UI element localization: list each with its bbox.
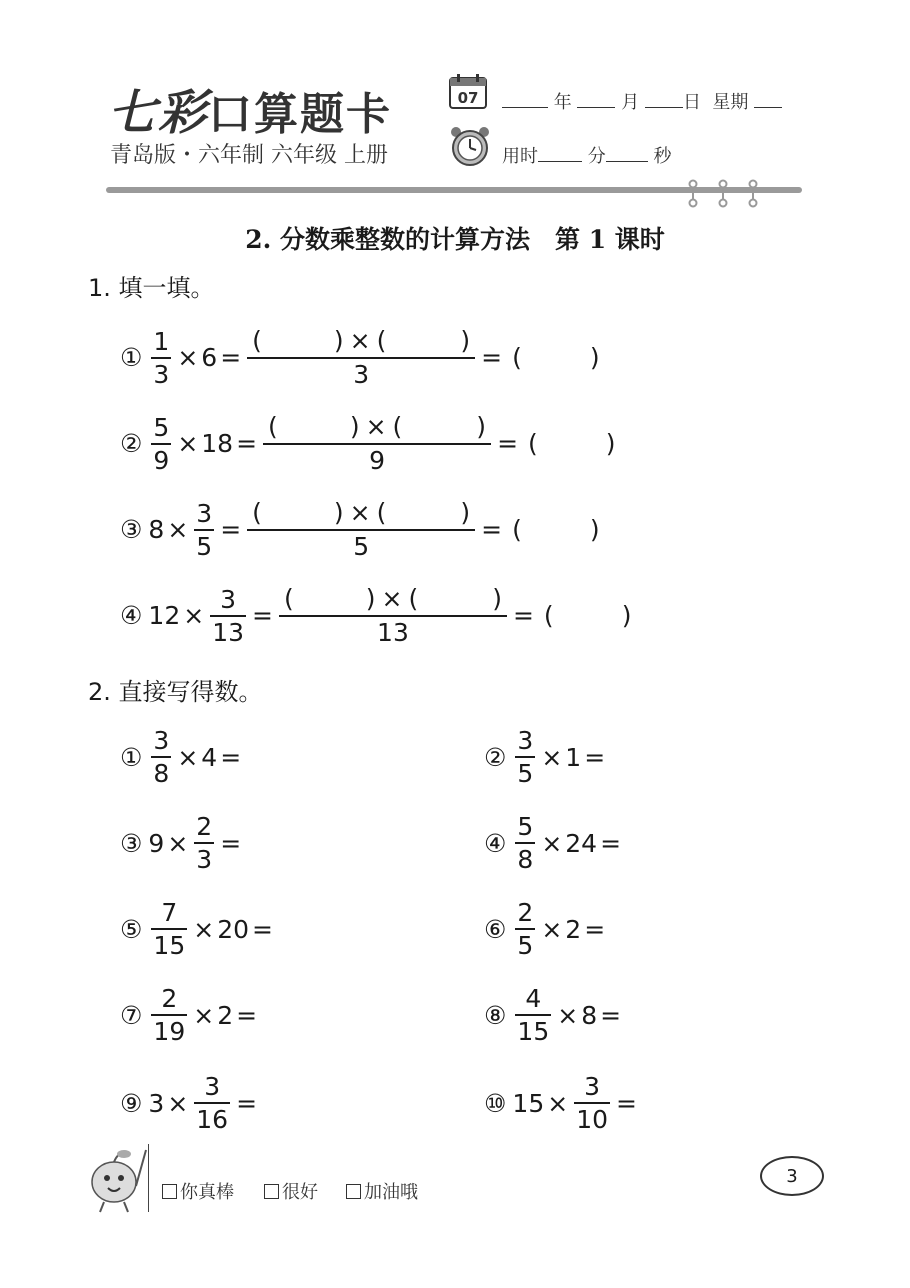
final-answer-blank[interactable] xyxy=(541,601,635,630)
weekday-blank[interactable] xyxy=(754,91,782,108)
edition-subtitle: 青岛版・六年制 六年级 上册 xyxy=(110,143,388,168)
blank-numerator xyxy=(279,586,507,615)
whole-number: 1 xyxy=(565,742,582,772)
right-paren: ) xyxy=(589,515,600,544)
fraction-denominator: 13 xyxy=(279,615,507,645)
fraction xyxy=(151,986,187,1044)
fraction xyxy=(194,498,214,561)
rating-option-great[interactable] xyxy=(162,1178,234,1204)
rating-label: 你真棒 xyxy=(180,1182,234,1203)
fraction-denominator: 3 xyxy=(194,842,214,872)
fraction-denominator: 5 xyxy=(194,529,214,559)
times-sign: × xyxy=(193,914,215,944)
item-number: ③ xyxy=(120,515,143,544)
fraction xyxy=(210,584,246,647)
times-sign: × xyxy=(557,1000,579,1030)
fraction-numerator: 1 xyxy=(153,326,170,356)
right-paren: ) xyxy=(333,326,344,355)
equals-sign: = xyxy=(481,515,503,544)
times-sign: × xyxy=(167,828,189,858)
checkbox-icon[interactable] xyxy=(346,1184,361,1199)
binder-ring-icon xyxy=(712,178,734,208)
mental-math-item xyxy=(484,814,624,872)
whole-number: 15 xyxy=(512,1088,545,1118)
left-paren: ( xyxy=(512,343,522,372)
whole-number: 9 xyxy=(148,828,165,858)
mental-math-item xyxy=(484,1074,640,1132)
equals-sign: = xyxy=(512,601,534,630)
left-paren: ( xyxy=(512,515,522,544)
fraction-denominator: 16 xyxy=(194,1102,230,1132)
footer-bracket xyxy=(148,1144,157,1212)
left-paren: ( xyxy=(283,584,294,613)
left-paren: ( xyxy=(528,429,538,458)
item-number: ② xyxy=(120,429,143,458)
fraction xyxy=(194,814,214,872)
page-number: 3 xyxy=(760,1156,824,1196)
fraction-denominator: 15 xyxy=(151,928,187,958)
rating-label: 加油哦 xyxy=(364,1182,418,1203)
equals-sign: = xyxy=(236,429,258,458)
day-label: 日 xyxy=(682,92,701,113)
item-number: ④ xyxy=(484,828,507,858)
equals-sign: = xyxy=(220,828,242,858)
whole-number: 18 xyxy=(201,429,234,458)
checkbox-icon[interactable] xyxy=(264,1184,279,1199)
whole-number: 24 xyxy=(565,828,598,858)
minutes-blank[interactable] xyxy=(538,145,582,162)
item-number: ① xyxy=(120,343,143,372)
whole-number: 12 xyxy=(148,601,181,630)
calendar-day: 07 xyxy=(457,89,479,107)
times-sign: × xyxy=(541,742,563,772)
right-paren: ) xyxy=(621,601,632,630)
fraction-numerator: 3 xyxy=(153,726,170,755)
left-paren: ( xyxy=(252,326,262,355)
binder-ring-icon xyxy=(682,178,704,208)
fraction xyxy=(515,900,535,958)
item-number: ⑦ xyxy=(120,1000,143,1030)
fraction-denominator: 3 xyxy=(151,357,171,387)
mental-math-item xyxy=(484,728,608,786)
month-blank[interactable] xyxy=(577,91,615,108)
item-number: ① xyxy=(120,742,143,772)
equals-sign: = xyxy=(600,1000,622,1030)
right-paren: ) xyxy=(492,584,502,613)
item-number: ② xyxy=(484,742,507,772)
mental-math-item xyxy=(120,986,260,1044)
month-label: 月 xyxy=(621,92,640,113)
final-answer-blank[interactable] xyxy=(525,429,619,458)
item-number: ③ xyxy=(120,828,143,858)
mental-math-item xyxy=(484,986,624,1044)
weekday-label: 星期 xyxy=(712,92,749,113)
times-sign: × xyxy=(177,429,199,458)
fraction xyxy=(194,1074,230,1132)
fill-in-item xyxy=(120,328,603,387)
equals-sign: = xyxy=(481,343,503,372)
fraction xyxy=(151,412,171,475)
mental-math-item xyxy=(120,900,276,958)
right-paren: ) xyxy=(605,429,616,458)
fraction-denominator: 5 xyxy=(515,756,535,786)
whole-number: 2 xyxy=(217,1000,234,1030)
fraction-numerator: 2 xyxy=(196,812,213,841)
mental-math-item xyxy=(120,728,244,786)
left-paren: ( xyxy=(268,412,278,441)
rating-option-good[interactable] xyxy=(264,1178,318,1204)
whole-number: 6 xyxy=(201,343,218,372)
fraction xyxy=(515,986,551,1044)
final-answer-blank[interactable] xyxy=(509,515,603,544)
whole-number: 20 xyxy=(217,914,249,944)
times-sign: × xyxy=(541,914,563,944)
times-sign: × xyxy=(167,1088,189,1118)
rating-option-keep-going[interactable] xyxy=(346,1178,418,1204)
year-blank[interactable] xyxy=(502,91,548,108)
fraction xyxy=(151,326,171,389)
times-sign: × xyxy=(183,601,205,630)
year-label: 年 xyxy=(553,92,572,113)
equals-sign: = xyxy=(252,601,273,630)
fraction xyxy=(515,814,535,872)
final-answer-blank[interactable] xyxy=(509,343,603,372)
section-2-title: 2. 直接写得数。 xyxy=(88,678,263,706)
fraction-numerator: 3 xyxy=(584,1072,601,1101)
fill-in-item xyxy=(120,586,634,645)
times-sign: × xyxy=(547,1088,569,1118)
fraction xyxy=(574,1074,610,1132)
binder-ring-icon xyxy=(742,178,764,208)
fraction-denominator: 19 xyxy=(151,1014,187,1044)
right-paren: ) xyxy=(349,412,360,441)
right-paren: ) xyxy=(365,584,376,613)
brand-rest: 口算题卡 xyxy=(208,89,393,140)
item-number: ⑩ xyxy=(484,1088,507,1118)
blank-numerator xyxy=(247,500,475,529)
left-paren: ( xyxy=(252,498,262,527)
right-paren: ) xyxy=(589,343,600,372)
fraction-denominator: 8 xyxy=(151,756,171,786)
blank-product-fraction xyxy=(247,328,475,387)
fraction-numerator: 4 xyxy=(525,984,542,1013)
right-paren: ) xyxy=(476,412,487,441)
fraction-numerator: 3 xyxy=(196,498,213,528)
whole-number: 4 xyxy=(201,742,218,772)
equals-sign: = xyxy=(236,1000,258,1030)
fraction-numerator: 3 xyxy=(517,726,534,755)
apple-mascot-icon xyxy=(84,1142,154,1214)
blank-numerator xyxy=(247,328,475,357)
item-number: ⑥ xyxy=(484,914,507,944)
times-sign: × xyxy=(177,343,199,372)
fraction-numerator: 5 xyxy=(153,412,170,442)
fill-in-item xyxy=(120,414,619,473)
times-sign: × xyxy=(349,326,371,355)
fraction xyxy=(151,900,187,958)
right-paren: ) xyxy=(460,326,471,355)
item-number: ⑧ xyxy=(484,1000,507,1030)
equals-sign: = xyxy=(220,742,242,772)
times-sign: × xyxy=(365,412,387,441)
fraction-numerator: 3 xyxy=(204,1072,221,1101)
equals-sign: = xyxy=(584,742,606,772)
right-paren: ) xyxy=(460,498,471,527)
alarm-clock-icon xyxy=(448,124,492,168)
equals-sign: = xyxy=(584,914,606,944)
lesson-title: 2. 分数乘整数的计算方法 第 1 课时 xyxy=(245,225,665,254)
brand-lead: 七彩 xyxy=(108,85,209,141)
mental-math-item xyxy=(484,900,608,958)
equals-sign: = xyxy=(600,828,622,858)
date-fill-line xyxy=(502,88,782,114)
seconds-label: 秒 xyxy=(653,146,672,167)
blank-product-fraction xyxy=(263,414,491,473)
fraction-denominator: 13 xyxy=(210,615,246,645)
blank-product-fraction xyxy=(279,586,507,645)
fraction xyxy=(151,728,171,786)
whole-number: 3 xyxy=(148,1088,165,1118)
rating-label: 很好 xyxy=(282,1182,318,1203)
fraction-numerator: 7 xyxy=(161,898,178,927)
times-sign: × xyxy=(193,1000,215,1030)
day-blank[interactable] xyxy=(645,91,683,108)
fraction-denominator: 9 xyxy=(151,443,171,473)
fraction xyxy=(515,728,535,786)
equals-sign: = xyxy=(252,914,273,944)
equals-sign: = xyxy=(497,429,519,458)
left-paren: ( xyxy=(543,601,554,630)
seconds-blank[interactable] xyxy=(606,145,648,162)
whole-number: 2 xyxy=(565,914,582,944)
fraction-denominator: 5 xyxy=(515,928,535,958)
times-sign: × xyxy=(349,498,371,527)
whole-number: 8 xyxy=(581,1000,598,1030)
left-paren: ( xyxy=(376,326,387,355)
left-paren: ( xyxy=(408,584,419,613)
fraction-denominator: 8 xyxy=(515,842,535,872)
item-number: ⑨ xyxy=(120,1088,143,1118)
fraction-denominator: 10 xyxy=(574,1102,610,1132)
left-paren: ( xyxy=(376,498,387,527)
fraction-numerator: 5 xyxy=(517,812,534,841)
minutes-label: 分 xyxy=(587,146,606,167)
fill-in-item xyxy=(120,500,603,559)
times-sign: × xyxy=(167,515,189,544)
time-fill-line xyxy=(502,142,671,168)
item-number: ④ xyxy=(120,601,143,630)
fraction-numerator: 2 xyxy=(517,898,534,927)
time-used-label: 用时 xyxy=(502,146,538,167)
fraction-denominator: 3 xyxy=(247,357,475,387)
times-sign: × xyxy=(381,584,403,613)
fraction-numerator: 2 xyxy=(161,984,178,1013)
item-number: ⑤ xyxy=(120,914,143,944)
equals-sign: = xyxy=(236,1088,258,1118)
checkbox-icon[interactable] xyxy=(162,1184,177,1199)
fraction-denominator: 5 xyxy=(247,529,475,559)
equals-sign: = xyxy=(220,343,242,372)
blank-product-fraction xyxy=(247,500,475,559)
equals-sign: = xyxy=(616,1088,637,1118)
section-1-title: 1. 填一填。 xyxy=(88,274,215,302)
equals-sign: = xyxy=(220,515,242,544)
calendar-icon xyxy=(448,74,488,110)
fraction-denominator: 9 xyxy=(263,443,491,473)
fraction-numerator: 3 xyxy=(220,584,237,614)
right-paren: ) xyxy=(333,498,344,527)
brand-title xyxy=(108,74,392,143)
blank-numerator xyxy=(263,414,491,443)
mental-math-item xyxy=(120,1074,260,1132)
mental-math-item xyxy=(120,814,244,872)
times-sign: × xyxy=(541,828,563,858)
times-sign: × xyxy=(177,742,199,772)
left-paren: ( xyxy=(392,412,403,441)
whole-number: 8 xyxy=(148,515,165,544)
fraction-denominator: 15 xyxy=(515,1014,551,1044)
